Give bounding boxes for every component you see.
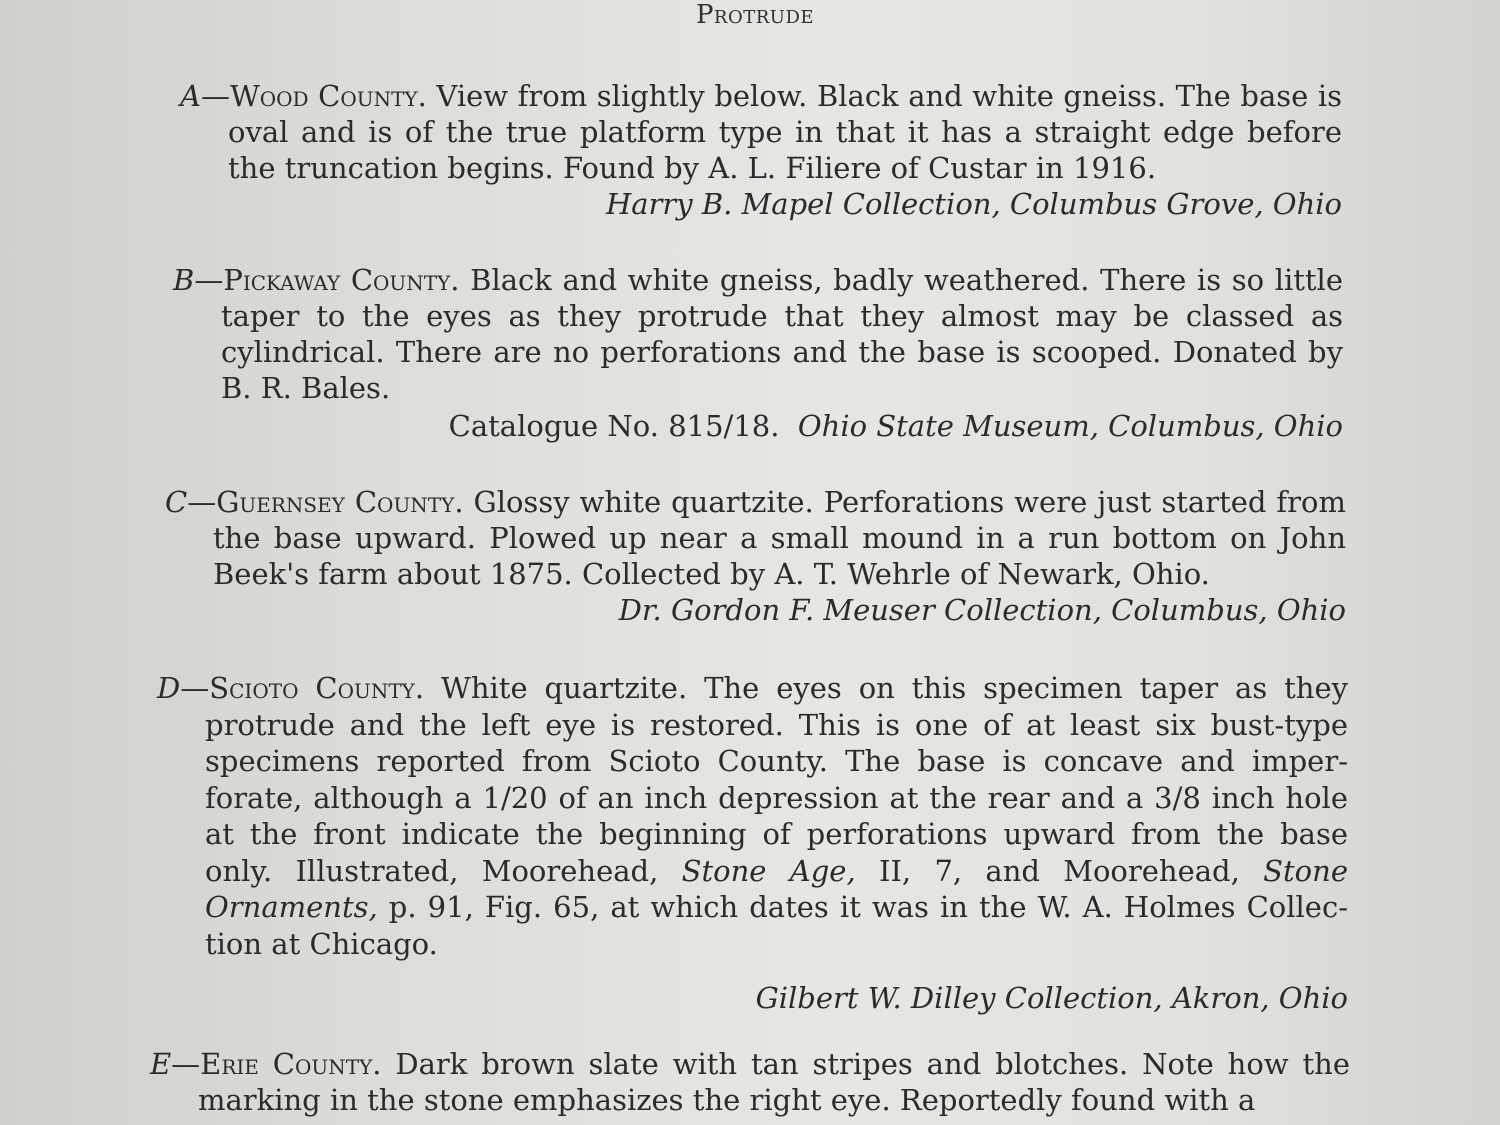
book-title-stone-ornaments: Stone Ornaments, — [205, 853, 1348, 924]
entry-description: View from slightly below. Black and white gneiss. The base is oval and is of the true platform type in that it has a straight edge before the truncation begins. Found by A. L. Filiere of Custar in 1916. — [228, 79, 1343, 185]
entry-county: Scioto County. — [209, 671, 425, 705]
entry-d — [157, 670, 1348, 1017]
entry-a-text: A—Wood County. View from slightly below. Black and white gneiss. The base is oval and is of the true platform type in that it has a straight edge before the truncation begins. Found by A. L. Filiere of Custar in 1916. — [180, 79, 1343, 185]
book-title-stone-age: Stone Age, — [681, 853, 856, 888]
collection-name: Ohio State Museum, Columbus, Ohio — [797, 409, 1343, 443]
entry-letter: A — [180, 79, 201, 113]
entry-c — [165, 484, 1346, 628]
entry-letter: B — [173, 263, 195, 297]
entry-description: Glossy white quartzite. Perforations were just started from the base upward. Plowed up near a small mound in a run bottom on John Beek's farm about 1875. Collected by A. T. Wehrle of Newark, Ohio. — [213, 485, 1346, 591]
entry-description-part2: II, 7, and Moorehead, — [855, 853, 1264, 888]
page-heading: Protrude — [695, 0, 815, 30]
entry-letter: D — [157, 671, 181, 705]
entry-description-part1: White quartzite. The eyes on this specimen taper as they protrude and the left eye is restored. This is one of at least six bust-type specimens reported from Scioto County. The base is concave and imper-forate, although a 1/20 of an inch depression at the rear and a 3/8 inch hole at the front indicate the beginning of perforations upward from the base only. Illustrated, Moorehead, — [205, 671, 1349, 888]
entry-d-credit: Gilbert W. Dilley Collection, Akron, Ohio — [755, 981, 1348, 1015]
entry-e — [150, 1046, 1350, 1118]
entry-county: Wood County. — [229, 79, 427, 113]
entry-description: Dark brown slate with tan stripes and blotches. Note how the marking in the stone emphasizes the right eye. Reportedly found with a — [198, 1047, 1351, 1117]
entry-description-part3: p. 91, Fig. 65, at which dates it was in the W. A. Holmes Collec-tion at Chicago. — [205, 890, 1348, 961]
entry-b-credit — [173, 408, 1343, 444]
entry-county: Pickaway County. — [223, 263, 460, 297]
catalogue-number: Catalogue No. 815/18. — [448, 409, 780, 443]
entry-c-credit: Dr. Gordon F. Meuser Collection, Columbus, Ohio — [618, 593, 1346, 627]
entry-d-text: D—Scioto County. White quartzite. The eyes on this specimen taper as they protrude and the left eye is restored. This is one of at least six bust-type specimens reported from Scioto County. The base is concave and imper-forate, although a 1/20 of an inch depression at the rear and a 3/8 inch hole at the front indicate the beginning of perforations upward from the base only. Illustrated, Moorehead, Stone Age, II, 7, and Moorehead, Stone Ornaments, p. 91, Fig. 65, at which dates it was in the W. A. Holmes Collec-tion at Chicago. — [157, 671, 1349, 961]
entry-c-text: C—Guernsey County. Glossy white quartzite. Perforations were just started from the base upward. Plowed up near a small mound in a run bottom on John Beek's farm about 1875. Collected by A. T. Wehrle of Newark, Ohio. — [165, 485, 1346, 591]
entry-county: Erie County. — [200, 1047, 382, 1081]
entry-b-text: B—Pickaway County. Black and white gneiss, badly weathered. There is so little taper to the eyes as they protrude that they almost may be classed as cylindrical. There are no perforations and the base is scooped. Donated by B. R. Bales. — [173, 263, 1343, 405]
entry-a — [180, 78, 1342, 222]
entry-letter: E — [150, 1047, 172, 1081]
entry-e-text: E—Erie County. Dark brown slate with tan stripes and blotches. Note how the marking in the stone emphasizes the right eye. Reportedly found with a — [150, 1047, 1351, 1117]
entry-a-credit: Harry B. Mapel Collection, Columbus Grove, Ohio — [605, 187, 1342, 221]
entry-letter: C — [165, 485, 188, 519]
entry-county: Guernsey County. — [216, 485, 464, 519]
entry-description: Black and white gneiss, badly weathered. There is so little taper to the eyes as they protrude that they almost may be classed as cylindrical. There are no perforations and the base is scooped. Donated by B. R. Bales. — [221, 263, 1343, 405]
entry-b — [173, 262, 1343, 444]
